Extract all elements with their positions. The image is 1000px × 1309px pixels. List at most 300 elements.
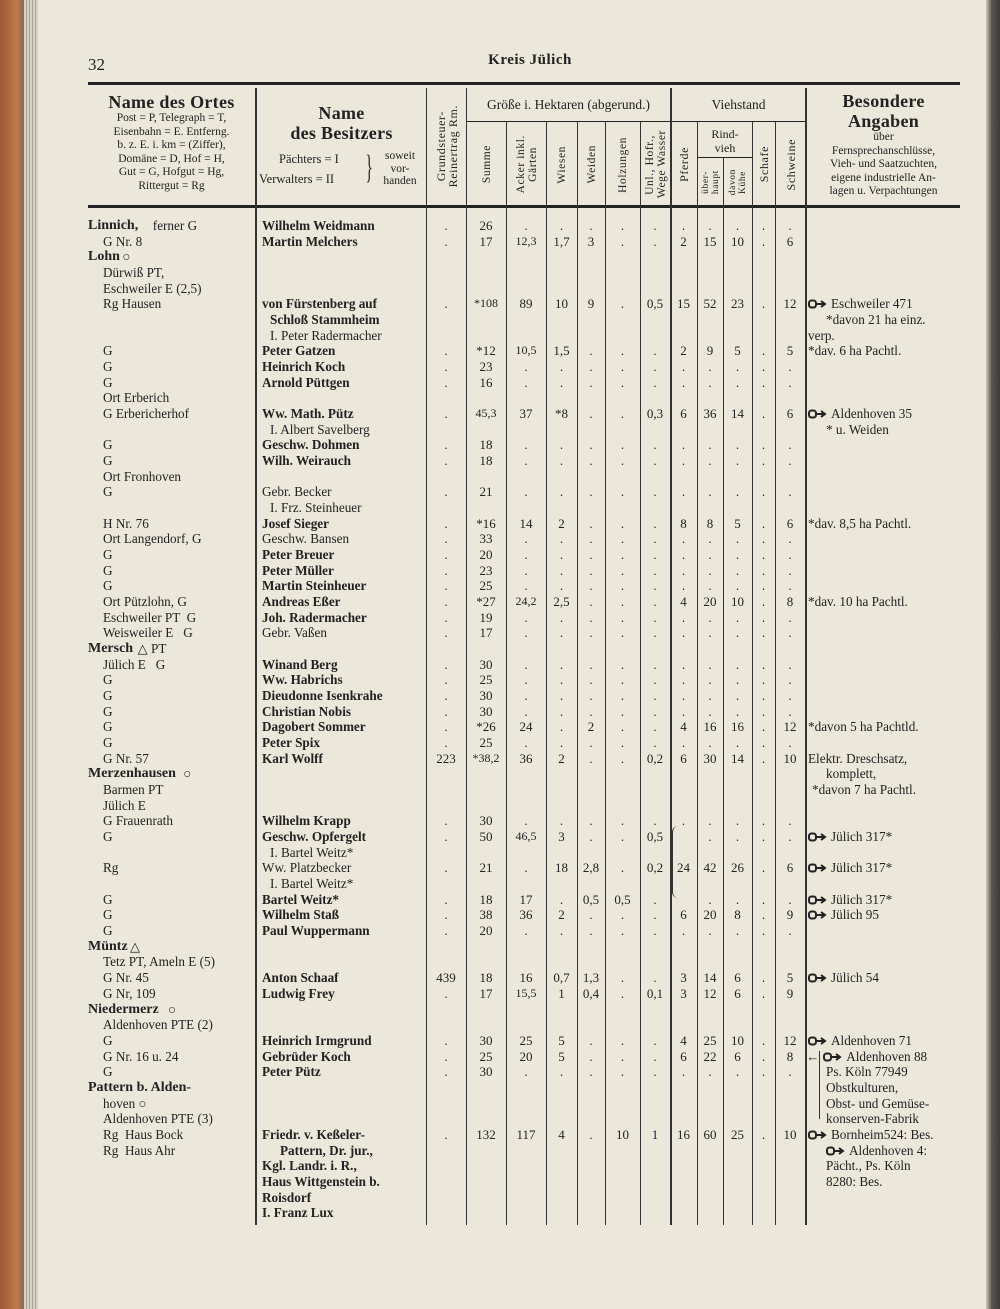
header-besitzer xyxy=(257,103,426,143)
value-cell: 10 xyxy=(731,233,744,249)
value-cell: . xyxy=(653,703,657,719)
note-value: komplett, xyxy=(826,766,877,782)
table-row xyxy=(0,751,1000,767)
value-cell: . xyxy=(788,218,792,233)
owner-name: Martin Melchers xyxy=(262,233,358,249)
value-cell: . xyxy=(589,531,593,547)
telephone-icon xyxy=(823,1049,846,1064)
value-cell: . xyxy=(761,547,766,563)
header-besondere xyxy=(807,91,960,199)
value-cell: 30 xyxy=(479,1032,493,1048)
table-row xyxy=(0,986,1000,1002)
owner-name: I. Bartel Weitz* xyxy=(270,844,354,860)
header-label: Reinertrag Rm. xyxy=(445,105,460,188)
table-row xyxy=(0,1064,1000,1080)
value-cell: . xyxy=(444,1048,448,1064)
value-cell: . xyxy=(761,233,766,249)
group-rule xyxy=(466,121,805,122)
note-text xyxy=(808,296,913,312)
value-cell: . xyxy=(681,656,686,672)
header-label: Acker inkl. xyxy=(514,135,527,194)
value-cell: 38 xyxy=(479,907,493,923)
value-cell: . xyxy=(589,656,593,672)
value-cell: . xyxy=(559,625,564,641)
value-cell: . xyxy=(735,437,740,453)
value-cell: 26 xyxy=(479,218,493,233)
note-value: Elektr. Dreschsatz, xyxy=(808,750,908,766)
table-row xyxy=(0,1127,1000,1143)
value-cell: 25 xyxy=(731,1126,744,1142)
value-cell: . xyxy=(761,594,766,610)
owner-name: Winand Berg xyxy=(262,656,338,672)
value-cell: . xyxy=(708,829,712,845)
value-cell: . xyxy=(589,515,593,531)
value-cell: . xyxy=(444,437,448,453)
value-cell: . xyxy=(653,1032,657,1048)
value-cell: . xyxy=(653,688,657,704)
value-cell: . xyxy=(444,1032,448,1048)
value-cell: . xyxy=(788,437,792,453)
place-detail: G xyxy=(103,578,113,594)
header-groesse-col xyxy=(467,124,506,205)
value-cell: . xyxy=(653,562,657,578)
value-cell: . xyxy=(620,406,625,422)
note-text xyxy=(808,829,892,845)
value-cell: . xyxy=(735,656,740,672)
place-detail: G xyxy=(103,907,113,923)
telephone-icon xyxy=(808,1033,831,1048)
value-cell: 9 xyxy=(786,907,794,923)
header-groesse-col xyxy=(641,124,670,205)
value-cell: 20 xyxy=(703,594,717,610)
value-cell: . xyxy=(444,813,448,829)
value-cell: . xyxy=(761,907,766,923)
table-row xyxy=(0,845,1000,861)
value-cell: 6 xyxy=(786,860,794,876)
place-detail: Barmen PT xyxy=(103,782,164,798)
value-cell: . xyxy=(524,923,528,939)
value-cell: . xyxy=(788,813,792,829)
value-cell: . xyxy=(653,813,657,829)
value-cell: . xyxy=(761,923,766,939)
value-cell: 30 xyxy=(479,1064,493,1080)
value-cell: 18 xyxy=(479,970,493,986)
owner-name: I. Peter Radermacher xyxy=(270,327,382,343)
value-cell: . xyxy=(653,970,657,986)
owner-name: Gebr. Becker xyxy=(262,484,332,500)
value-cell: . xyxy=(653,672,657,688)
value-cell: . xyxy=(559,562,564,578)
value-cell: 2 xyxy=(680,343,687,359)
table-row xyxy=(0,1205,1000,1221)
place-name: Mersch xyxy=(88,641,134,657)
header-label: Unl., Hofr., xyxy=(643,134,656,195)
value-cell: 50 xyxy=(479,829,493,845)
table-row xyxy=(0,594,1000,610)
running-title: Kreis Jülich xyxy=(488,52,572,68)
value-cell: . xyxy=(653,891,657,907)
value-cell: . xyxy=(524,656,528,672)
value-cell: . xyxy=(761,688,766,704)
value-cell: . xyxy=(761,1032,766,1048)
legend-line: Gut = G, Hofgut = Hg, xyxy=(118,166,225,179)
value-cell: . xyxy=(788,609,792,625)
value-cell: 3 xyxy=(680,985,687,1001)
note-value: Jülich 95 xyxy=(831,907,879,923)
value-cell: . xyxy=(761,891,766,907)
value-cell: . xyxy=(444,218,448,233)
value-cell: . xyxy=(761,359,766,375)
value-cell: . xyxy=(524,374,528,390)
value-cell: 12 xyxy=(783,296,797,312)
note-value: Jülich 317* xyxy=(831,860,893,876)
value-cell: . xyxy=(444,484,448,500)
place-detail: Tetz PT, Ameln E (5) xyxy=(103,954,215,970)
brace-glyph: } xyxy=(365,149,373,186)
note-value: *dav. 8,5 ha Pachtl. xyxy=(808,515,912,531)
note-value: Aldenhoven 88 xyxy=(846,1048,928,1064)
value-cell: . xyxy=(761,515,766,531)
value-cell: . xyxy=(735,923,740,939)
note-value: Jülich 54 xyxy=(831,970,879,986)
value-cell: . xyxy=(708,562,712,578)
place-suffix: ○ xyxy=(168,1001,176,1017)
telephone-icon xyxy=(808,829,831,844)
value-cell: *108 xyxy=(474,296,498,311)
header-groesse-col xyxy=(547,124,577,205)
header-besondere-line: Fernsprechanschlüsse, xyxy=(831,144,936,157)
header-besondere-line: lagen u. Verpachtungen xyxy=(829,185,938,198)
value-cell: . xyxy=(735,578,740,594)
owner-name: Heinrich Irmgrund xyxy=(262,1032,372,1048)
value-cell: 0,5 xyxy=(646,829,664,845)
value-cell: . xyxy=(620,359,625,375)
value-cell: . xyxy=(653,453,657,469)
value-cell: 6 xyxy=(680,1048,687,1064)
note-text xyxy=(826,1080,898,1096)
place-detail: G Nr. 16 u. 24 xyxy=(103,1048,179,1064)
value-cell: . xyxy=(620,656,625,672)
value-cell: 3 xyxy=(558,829,565,845)
value-cell: . xyxy=(708,218,712,233)
value-cell: . xyxy=(620,750,625,766)
table-row xyxy=(0,657,1000,673)
table-row xyxy=(0,359,1000,375)
table-row xyxy=(0,516,1000,532)
header-bottom-rule xyxy=(88,205,960,208)
owner-name: Anton Schaaf xyxy=(262,970,339,986)
value-cell: . xyxy=(653,1048,657,1064)
value-cell: 10 xyxy=(616,1126,629,1142)
value-cell: 5 xyxy=(558,1048,565,1064)
owner-name: Karl Wolff xyxy=(262,750,323,766)
value-cell: 25 xyxy=(479,578,493,594)
value-cell: . xyxy=(620,829,625,845)
value-cell: . xyxy=(735,484,740,500)
table-row xyxy=(0,249,1000,265)
table-row xyxy=(0,719,1000,735)
value-cell: 0,5 xyxy=(646,296,664,312)
value-cell: 24 xyxy=(519,719,533,735)
header-label: Kühe xyxy=(738,170,748,194)
place-detail: G xyxy=(103,453,113,469)
owner-name: Wilhelm Krapp xyxy=(262,813,351,829)
owner-name: Geschw. Dohmen xyxy=(262,437,360,453)
place-detail: Rg Hausen xyxy=(103,296,162,312)
owner-name: Peter Gatzen xyxy=(262,343,336,359)
note-value: Aldenhoven 4: xyxy=(849,1142,928,1158)
value-cell: . xyxy=(761,218,766,233)
value-cell: 0,1 xyxy=(646,985,664,1001)
table-row xyxy=(0,234,1000,250)
owner-name: I. Albert Savelberg xyxy=(270,421,370,437)
value-cell: *8 xyxy=(555,406,568,422)
table-row xyxy=(0,422,1000,438)
value-cell: . xyxy=(653,531,657,547)
value-cell: 0,7 xyxy=(553,970,570,986)
value-cell: . xyxy=(653,547,657,563)
value-cell: 42 xyxy=(703,860,717,876)
value-cell: . xyxy=(761,562,766,578)
owner-name: I. Bartel Weitz* xyxy=(270,876,354,892)
value-cell: 37 xyxy=(519,406,533,422)
table-row xyxy=(0,484,1000,500)
place-detail: G xyxy=(103,343,113,359)
soweit-text: handen xyxy=(383,175,417,187)
header-besitzer-title: des Besitzers xyxy=(290,123,393,143)
value-cell: . xyxy=(524,860,528,876)
note-text xyxy=(826,1096,929,1112)
value-cell: . xyxy=(708,813,712,829)
owner-name: Ww. Math. Pütz xyxy=(262,406,354,422)
value-cell: 45,3 xyxy=(475,406,497,421)
value-cell: . xyxy=(708,735,712,751)
place-detail: hoven ○ xyxy=(103,1095,147,1111)
place-name: Lohn xyxy=(88,249,120,265)
value-cell: 12 xyxy=(703,985,717,1001)
header-label: über- xyxy=(700,170,711,194)
place-detail: Eschweiler PT G xyxy=(103,609,197,625)
value-cell: . xyxy=(444,1126,448,1142)
value-cell: . xyxy=(444,453,448,469)
value-cell: . xyxy=(559,891,564,907)
value-cell: . xyxy=(444,296,448,312)
place-name: Linnich, xyxy=(88,218,139,233)
value-cell: . xyxy=(620,970,625,986)
place-detail: Weisweiler E G xyxy=(103,625,193,641)
owner-name: Dagobert Sommer xyxy=(262,719,366,735)
value-cell: . xyxy=(620,1048,625,1064)
value-cell: . xyxy=(735,374,740,390)
table-row xyxy=(0,328,1000,344)
value-cell: . xyxy=(559,547,564,563)
legend-line: Domäne = D, Hof = H, xyxy=(118,152,225,165)
value-cell: . xyxy=(788,672,792,688)
note-value: Aldenhoven 71 xyxy=(831,1032,912,1048)
value-cell: . xyxy=(589,547,593,563)
value-cell: . xyxy=(559,374,564,390)
place-detail: G Nr. 45 xyxy=(103,970,149,986)
place-name: Niedermerz xyxy=(88,1001,159,1017)
value-cell: 2 xyxy=(558,515,565,531)
note-text xyxy=(826,312,926,328)
place-detail: Aldenhoven PTE (2) xyxy=(103,1017,213,1033)
table-row xyxy=(0,610,1000,626)
value-cell: 60 xyxy=(703,1126,717,1142)
value-cell: . xyxy=(681,562,686,578)
value-cell: . xyxy=(761,625,766,641)
owner-name: Arnold Püttgen xyxy=(262,374,350,390)
value-cell: 6 xyxy=(734,985,741,1001)
table-row xyxy=(0,406,1000,422)
owner-name: Kgl. Landr. i. R., xyxy=(262,1158,357,1174)
value-cell: . xyxy=(589,907,593,923)
note-value: konserven-Fabrik xyxy=(826,1111,920,1127)
value-cell: . xyxy=(708,374,712,390)
value-cell: . xyxy=(681,703,686,719)
place-detail: G Nr. 8 xyxy=(103,233,143,249)
value-cell: . xyxy=(524,578,528,594)
value-cell: 12 xyxy=(783,719,797,735)
place-detail: Ort Pützlohn, G xyxy=(103,594,187,610)
place-detail: G xyxy=(103,1032,113,1048)
header-besitzer-title: Name xyxy=(318,103,365,123)
telephone-icon xyxy=(808,1127,831,1142)
value-cell: . xyxy=(788,703,792,719)
table-row xyxy=(0,939,1000,955)
note-text xyxy=(808,594,908,610)
value-cell: . xyxy=(761,343,766,359)
note-text xyxy=(826,766,876,782)
value-cell: . xyxy=(788,359,792,375)
owner-name: Peter Spix xyxy=(262,735,320,751)
header-ort xyxy=(88,92,255,194)
value-cell: . xyxy=(559,813,564,829)
table-row xyxy=(0,625,1000,641)
header-besondere-line: eigene industrielle An- xyxy=(831,171,936,184)
value-cell: . xyxy=(620,594,625,610)
value-cell: . xyxy=(681,625,686,641)
header-grundsteuer xyxy=(427,88,466,205)
value-cell: . xyxy=(620,625,625,641)
value-cell: . xyxy=(620,578,625,594)
place-detail: G xyxy=(103,1064,113,1080)
table-row xyxy=(0,531,1000,547)
table-row xyxy=(0,453,1000,469)
table-row xyxy=(0,766,1000,782)
legend-line: b. z. E. i. km = (Ziffer), xyxy=(117,139,226,152)
note-text xyxy=(808,751,907,767)
table-row xyxy=(0,735,1000,751)
table-row xyxy=(0,672,1000,688)
header-label: Gärten xyxy=(526,147,539,182)
table-row xyxy=(0,688,1000,704)
value-cell: . xyxy=(620,813,625,829)
place-detail: G Nr, 109 xyxy=(103,985,156,1001)
value-cell: 8 xyxy=(734,907,741,923)
place-suffix: ○ xyxy=(122,249,131,265)
value-cell: . xyxy=(761,735,766,751)
place-detail: G xyxy=(103,735,113,751)
value-cell: . xyxy=(761,970,766,986)
note-value: *davon 21 ha einz. xyxy=(826,312,926,328)
value-cell: 0,4 xyxy=(582,985,600,1001)
value-cell: 21 xyxy=(479,484,493,500)
place-detail: G xyxy=(103,719,113,735)
value-cell: 52 xyxy=(703,296,717,312)
value-cell: . xyxy=(735,531,740,547)
place-suffix: ○ xyxy=(183,766,192,782)
table-row xyxy=(0,860,1000,876)
value-cell: . xyxy=(444,547,448,563)
value-cell: . xyxy=(708,609,712,625)
value-cell: 17 xyxy=(479,233,493,249)
note-text xyxy=(806,1049,927,1065)
value-cell: 6 xyxy=(786,406,794,422)
note-text xyxy=(808,406,912,422)
value-cell: . xyxy=(708,688,712,704)
header-label: Rind- xyxy=(711,126,739,141)
value-cell: . xyxy=(444,562,448,578)
value-cell: . xyxy=(524,625,528,641)
value-cell: . xyxy=(653,625,657,641)
value-cell: 132 xyxy=(476,1126,496,1142)
value-cell: . xyxy=(761,531,766,547)
value-cell: . xyxy=(620,703,625,719)
value-cell: 1 xyxy=(558,985,565,1001)
value-cell: 17 xyxy=(479,625,493,641)
value-cell: . xyxy=(444,609,448,625)
value-cell: 2 xyxy=(558,750,565,766)
telephone-icon xyxy=(826,1143,849,1158)
note-text xyxy=(826,1143,927,1159)
value-cell: . xyxy=(589,594,593,610)
value-cell: . xyxy=(708,359,712,375)
value-cell: 20 xyxy=(519,1048,533,1064)
value-cell: . xyxy=(761,484,766,500)
telephone-icon xyxy=(808,907,831,922)
value-cell: . xyxy=(681,688,686,704)
place-detail: G xyxy=(103,703,113,719)
value-cell: . xyxy=(708,484,712,500)
value-cell: . xyxy=(653,233,657,249)
table-row xyxy=(0,578,1000,594)
table-row xyxy=(0,1033,1000,1049)
value-cell: 117 xyxy=(516,1126,536,1142)
value-cell: 16 xyxy=(479,374,493,390)
place-detail: Jülich E xyxy=(103,797,146,813)
owner-name: Heinrich Koch xyxy=(262,359,346,375)
owner-name: Haus Wittgenstein b. xyxy=(262,1173,380,1189)
value-cell: 2,5 xyxy=(553,594,570,610)
value-cell: . xyxy=(589,453,593,469)
owner-name: Wilhelm Staß xyxy=(262,907,340,923)
owner-name: I. Frz. Steinheuer xyxy=(270,500,362,516)
value-cell: . xyxy=(681,359,686,375)
value-cell: . xyxy=(559,609,564,625)
value-cell: . xyxy=(761,672,766,688)
value-cell: . xyxy=(653,656,657,672)
value-cell: 8 xyxy=(786,1048,794,1064)
value-cell: . xyxy=(788,562,792,578)
owner-name: Wilh. Weirauch xyxy=(262,453,351,469)
value-cell: . xyxy=(653,594,657,610)
value-cell: . xyxy=(559,672,564,688)
value-cell: . xyxy=(444,985,448,1001)
note-value: Obst- und Gemüse- xyxy=(826,1095,930,1111)
value-cell: . xyxy=(653,359,657,375)
soweit-text: vor- xyxy=(390,162,410,175)
